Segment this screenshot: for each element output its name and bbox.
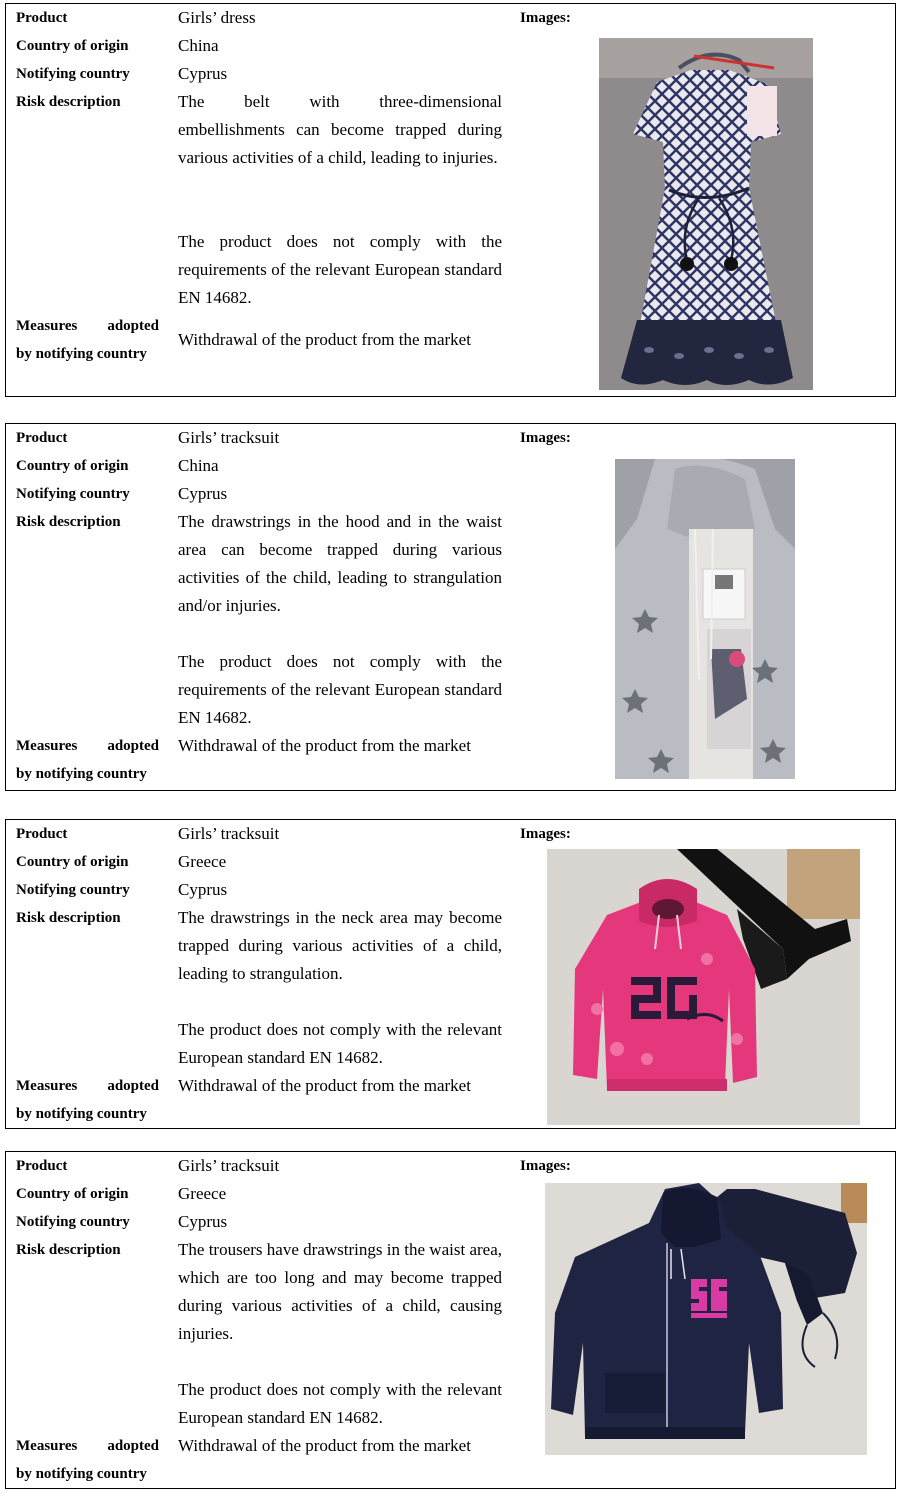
compliance-text: The product does not comply with the relevant European standard EN 14682.: [178, 1020, 502, 1067]
product-entry-2: [5, 423, 896, 791]
notifying-country-label: Notifying country: [16, 882, 130, 898]
grey-hoodie-photo-icon: [615, 459, 795, 779]
product-value: Girls’ dress: [178, 8, 256, 27]
images-label: Images:: [520, 1158, 571, 1174]
measures-value: Withdrawal of the product from the market: [178, 736, 471, 755]
notifying-country-label: Notifying country: [16, 486, 130, 502]
measures-label: Measures adopted by notifying country: [16, 1078, 159, 1122]
country-of-origin-label: Country of origin: [16, 458, 129, 474]
country-of-origin-label: Country of origin: [16, 854, 129, 870]
product-label: Product: [16, 826, 68, 842]
product-label: Product: [16, 1158, 68, 1174]
notifying-country-label: Notifying country: [16, 66, 130, 82]
product-value: Girls’ tracksuit: [178, 824, 280, 843]
notifying-country-label: Notifying country: [16, 1214, 130, 1230]
risk-description-text: The trousers have drawstrings in the waist area, which are too long and may become trapped during various activities of a child, causing injuries.: [178, 1240, 502, 1343]
country-of-origin-value: China: [178, 456, 219, 475]
compliance-text: The product does not comply with the requirements of the relevant European standard EN 14682.: [178, 652, 502, 727]
risk-description-text: The drawstrings in the hood and in the waist area can become trapped during various activities of the child, leading to strangulation and/or injuries.: [178, 512, 502, 615]
risk-description-text: The belt with three-dimensional embellishments can become trapped during various activities of a child, leading to injuries.: [178, 92, 502, 167]
country-of-origin-label: Country of origin: [16, 1186, 129, 1202]
measures-value: Withdrawal of the product from the market: [178, 1436, 471, 1455]
product-value: Girls’ tracksuit: [178, 428, 280, 447]
images-label: Images:: [520, 10, 571, 26]
product-entry-3: [5, 819, 896, 1129]
navy-tracksuit-photo-icon: [545, 1183, 867, 1455]
notifying-country-value: Cyprus: [178, 64, 228, 83]
measures-label: Measures adopted by notifying country: [16, 738, 159, 782]
pink-tracksuit-photo-icon: [547, 849, 860, 1125]
country-of-origin-value: Greece: [178, 852, 227, 871]
measures-value: Withdrawal of the product from the market: [178, 330, 471, 349]
images-label: Images:: [520, 430, 571, 446]
country-of-origin-label: Country of origin: [16, 38, 129, 54]
product-label: Product: [16, 10, 68, 26]
product-entry-4: [5, 1151, 896, 1489]
risk-description-label: Risk description: [16, 910, 121, 926]
compliance-text: The product does not comply with the relevant European standard EN 14682.: [178, 1380, 502, 1427]
notifying-country-value: Cyprus: [178, 484, 228, 503]
measures-label: Measures adopted by notifying country: [16, 1438, 159, 1482]
risk-description-label: Risk description: [16, 94, 121, 110]
risk-description-label: Risk description: [16, 1242, 121, 1258]
country-of-origin-value: Greece: [178, 1184, 227, 1203]
images-label: Images:: [520, 826, 571, 842]
measures-value: Withdrawal of the product from the market: [178, 1076, 471, 1095]
measures-label: Measures adopted by notifying country: [16, 318, 159, 362]
risk-description-label: Risk description: [16, 514, 121, 530]
country-of-origin-value: China: [178, 36, 219, 55]
compliance-text: The product does not comply with the requirements of the relevant European standard EN 14682.: [178, 232, 502, 307]
product-value: Girls’ tracksuit: [178, 1156, 280, 1175]
product-entry-1: [5, 3, 896, 397]
notifying-country-value: Cyprus: [178, 880, 228, 899]
dress-photo-icon: [599, 38, 813, 390]
notifying-country-value: Cyprus: [178, 1212, 228, 1231]
product-label: Product: [16, 430, 68, 446]
risk-description-text: The drawstrings in the neck area may become trapped during various activities of a child, leading to strangulation.: [178, 908, 502, 983]
